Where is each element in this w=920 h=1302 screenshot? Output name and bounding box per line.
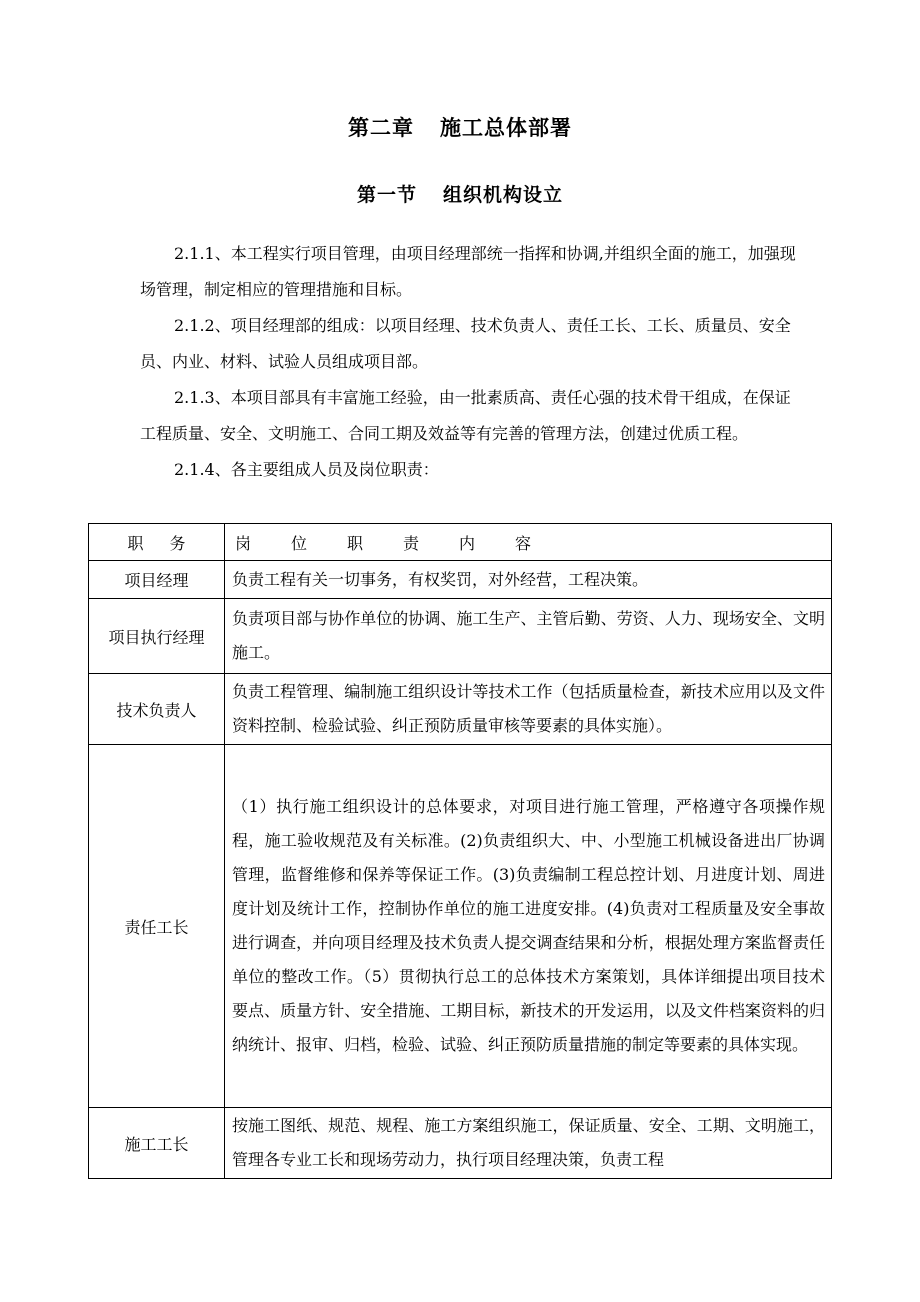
section-number: 第一节 — [356, 184, 417, 206]
table-row — [89, 599, 832, 674]
duty-table — [88, 523, 832, 1179]
role-construction-foreman: 施工工长 — [89, 1108, 225, 1179]
role-technical-lead: 技术负责人 — [89, 674, 225, 745]
table-row — [89, 1108, 832, 1179]
paragraph-2-1-2: 2.1.2、项目经理部的组成：以项目经理、技术负责人、责任工长、工长、质量员、安全员、内业、材料、试验人员组成项目部。 — [140, 316, 791, 371]
header-duty: 岗位职责内容 — [225, 524, 832, 561]
section-name: 组织机构设立 — [443, 184, 564, 206]
header-role: 职务 — [89, 524, 225, 561]
table-row — [89, 561, 832, 599]
chapter-number: 第二章 — [348, 115, 414, 140]
body-text — [140, 236, 800, 488]
paragraph-2-1-4: 2.1.4、各主要组成人员及岗位职责： — [174, 460, 439, 479]
table-header-row — [89, 524, 832, 561]
role-responsible-foreman: 责任工长 — [89, 745, 225, 1108]
paragraph-2-1-1: 2.1.1、本工程实行项目管理，由项目经理部统一指挥和协调,并组织全面的施工，加强现场管理，制定相应的管理措施和目标。 — [140, 244, 796, 299]
paragraph-2-1-3: 2.1.3、本项目部具有丰富施工经验，由一批素质高、责任心强的技术骨干组成，在保证工程质量、安全、文明施工、合同工期及效益等有完善的管理方法，创建过优质工程。 — [140, 388, 791, 443]
table-row — [89, 745, 832, 1108]
chapter-name: 施工总体部署 — [440, 115, 572, 140]
table-row — [89, 674, 832, 745]
duty-project-manager: 负责工程有关一切事务，有权奖罚，对外经营，工程决策。 — [225, 561, 832, 599]
section-title — [0, 180, 920, 207]
role-executive-manager: 项目执行经理 — [89, 599, 225, 674]
duty-technical-lead: 负责工程管理、编制施工组织设计等技术工作（包括质量检查，新技术应用以及文件资料控制、检验试验、纠正预防质量审核等要素的具体实施）。 — [225, 674, 832, 745]
duty-construction-foreman: 按施工图纸、规范、规程、施工方案组织施工，保证质量、安全、工期、文明施工，管理各专业工长和现场劳动力，执行项目经理决策，负责工程 — [225, 1108, 832, 1179]
duty-executive-manager: 负责项目部与协作单位的协调、施工生产、主管后勤、劳资、人力、现场安全、文明施工。 — [225, 599, 832, 674]
role-project-manager: 项目经理 — [89, 561, 225, 599]
duty-responsible-foreman: （1）执行施工组织设计的总体要求，对项目进行施工管理，严格遵守各项操作规程，施工验收规范及有关标准。(2)负责组织大、中、小型施工机械设备进出厂协调管理，监督维修和保养等保证工作。(3)负责编制工程总控计划、月进度计划、周进度计划及统计工作，控制协作单位的施工进度安排。(4)负责对工程质量及安全事故进行调查，并向项目经理及技术负责人提交调查结果和分析，根据处理方案监督责任单位的整改工作。（5）贯彻执行总工的总体技术方案策划，具体详细提出项目技术要点、质量方针、安全措施、工期目标，新技术的开发运用，以及文件档案资料的归纳统计、报审、归档，检验、试验、纠正预防质量措施的制定等要素的具体实现。 — [225, 745, 832, 1108]
chapter-title — [0, 112, 920, 142]
